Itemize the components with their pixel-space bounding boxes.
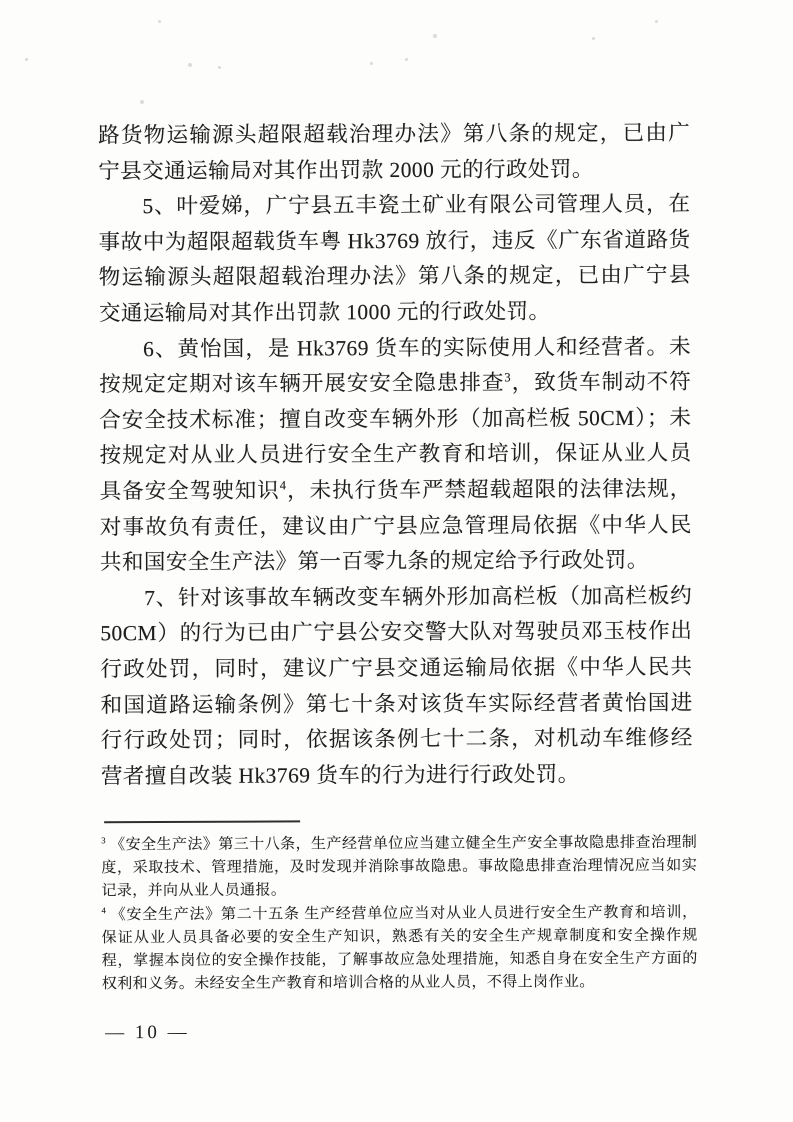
- footnotes-section: [101, 832, 698, 997]
- footnote: $^4$ 《安全生产法》第二十五条 生产经营单位应当对从业人员进行安全生产教育和培训，保证从业人员具备必要的安全生产知识，熟悉有关的安全生产规章制度和安全操作规程，掌握本岗位的安全操作技能，了解事故应急处理措施，知悉自身在安全生产方面的权利和义务。未经安全生产教育和培训合格的从业人员，不得上岗作业。: [101, 904, 698, 993]
- footnote-marker: 4: [101, 904, 107, 915]
- footnote-reference: 4: [279, 478, 287, 493]
- page-number: — 10 —: [105, 1021, 190, 1044]
- paragraph: 7、针对该事故车辆改变车辆外形加高栏板（加高栏板约50CM）的行为已由广宁县公安交警大队对驾驶员邓玉枝作出行政处罚，同时，建议广宁县交通运输局依据《中华人民共和国道路运输条例》第七十条对该货车实际经营者黄怡国进行行政处罚；同时，依据该条例七十二条，对机动车维修经营者擅自改装 Hk3769 货车的行为进行行政处罚。: [100, 583, 693, 788]
- document-body: [98, 116, 693, 795]
- paragraph: 5、叶爱娣，广宁县五丰瓷土矿业有限公司管理人员，在事故中为超限超载货车粤 Hk3769 放行，违反《广东省道路货物运输源头超限超载治理办法》第八条的规定，已由广宁县交通运输局对其作出罚款 1000 元的行政处罚。: [98, 191, 691, 326]
- footnote-marker: 3: [101, 835, 106, 846]
- paragraph: 路货物运输源头超限超载治理办法》第八条的规定，已由广宁县交通运输局对其作出罚款 2000 元的行政处罚。: [98, 120, 691, 183]
- paragraph: 6、黄怡国，是 Hk3769 货车的实际使用人和经营者。未按规定定期对该车辆开展安安全隐患排查$^3$，致货车制动不符合安全技术标准；擅自改变车辆外形（加高栏板 50CM）；未按规定对从业人员进行安全生产教育和培训，保证从业人员具备安全驾驶知识$^4$，未执行货车严禁超载超限的法律法规，对事故负有责任，建议由广宁县应急管理局依据《中华人民共和国安全生产法》第一百零九条的规定给予行政处罚。: [99, 334, 692, 575]
- footnote-separator: [104, 820, 300, 823]
- footnote: $^3$ 《安全生产法》第三十八条，生产经营单位应当建立健全生产安全事故隐患排查治理制度，采取技术、管理措施，及时发现并消除事故隐患。事故隐患排查治理情况应当如实记录，并向从业人员通报。: [101, 834, 698, 900]
- footnote-reference: 3: [504, 370, 512, 385]
